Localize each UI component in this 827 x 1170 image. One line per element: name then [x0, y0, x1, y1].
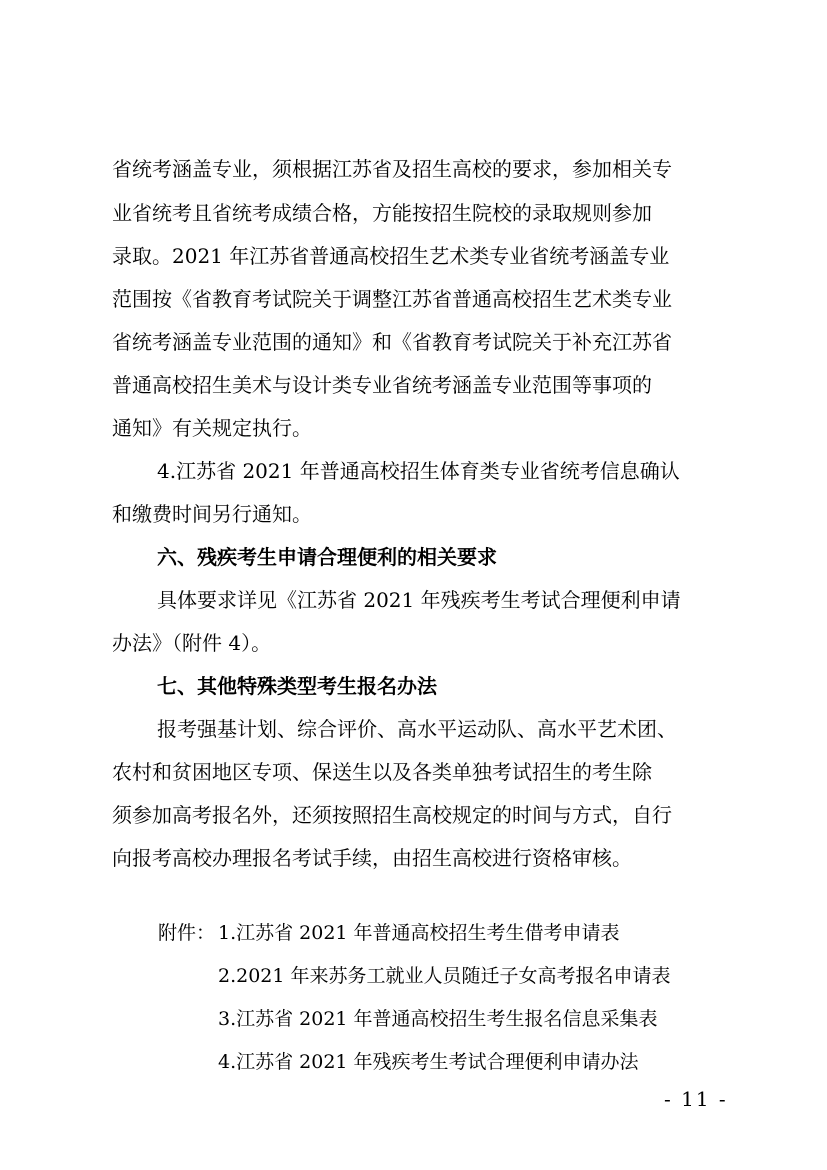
section-7-line: 向报考高校办理报名考试手续，由招生高校进行资格审核。 [112, 846, 632, 870]
attachment-item-4: 4.江苏省 2021 年残疾考生考试合理便利申请办法 [218, 1051, 639, 1073]
attachment-item-2: 2.2021 年来苏务工就业人员随迁子女高考报名申请表 [218, 965, 671, 987]
body-line: 省统考涵盖专业范围的通知》和《省教育考试院关于补充江苏省 [112, 330, 672, 354]
body-line: 和缴费时间另行通知。 [112, 502, 312, 526]
section-6-line: 办法》（附件 4）。 [112, 631, 272, 655]
attachment-item-3: 3.江苏省 2021 年普通高校招生考生报名信息采集表 [218, 1008, 658, 1030]
section-6-line: 具体要求详见《江苏省 2021 年残疾考生考试合理便利申请 [157, 588, 681, 612]
attachments-label: 附件： [158, 922, 216, 944]
section-7-line: 须参加高考报名外，还须按照招生高校规定的时间与方式，自行 [112, 803, 672, 827]
section-6-heading: 六、残疾考生申请合理便利的相关要求 [157, 545, 497, 569]
body-line: 业省统考且省统考成绩合格，方能按招生院校的录取规则参加 [112, 201, 652, 225]
body-line: 范围按《省教育考试院关于调整江苏省普通高校招生艺术类专业 [112, 287, 672, 311]
attachment-item-1: 1.江苏省 2021 年普通高校招生考生借考申请表 [218, 922, 620, 944]
section-7-line: 农村和贫困地区专项、保送生以及各类单独考试招生的考生除 [112, 760, 652, 784]
body-line-item-4: 4.江苏省 2021 年普通高校招生体育类专业省统考信息确认 [157, 459, 680, 483]
body-line: 录取。2021 年江苏省普通高校招生艺术类专业省统考涵盖专业 [112, 244, 670, 268]
body-line: 省统考涵盖专业，须根据江苏省及招生高校的要求，参加相关专 [112, 157, 672, 181]
section-7-line: 报考强基计划、综合评价、高水平运动队、高水平艺术团、 [157, 717, 677, 741]
section-7-heading: 七、其他特殊类型考生报名办法 [157, 674, 437, 698]
body-line: 通知》有关规定执行。 [112, 416, 312, 440]
body-line: 普通高校招生美术与设计类专业省统考涵盖专业范围等事项的 [112, 373, 652, 397]
page-number: - 11 - [664, 1087, 728, 1111]
